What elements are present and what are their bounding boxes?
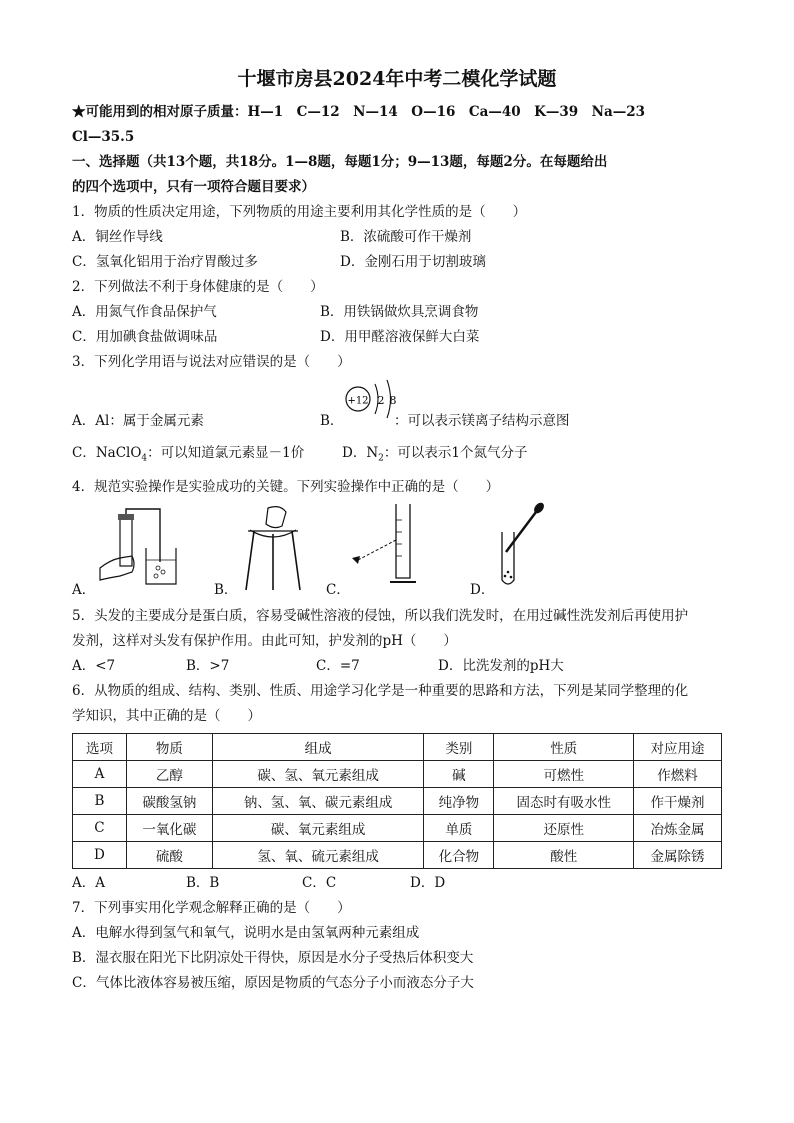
dropper-test-tube-figure xyxy=(492,502,552,590)
q2-options-row-2 xyxy=(72,325,722,350)
liquid-dot xyxy=(510,576,513,579)
table-cell: 固态时有吸水性 xyxy=(494,788,634,815)
stopper-shape xyxy=(118,514,134,520)
table-cell: 钠、氢、氧、碳元素组成 xyxy=(212,788,424,815)
q3-option-d-subscript: 2 xyxy=(378,453,384,464)
table-cell: 碳酸氢钠 xyxy=(126,788,212,815)
q6-knowledge-table xyxy=(72,733,722,869)
liquid-dot xyxy=(504,575,507,578)
q4-option-d[interactable]: D． xyxy=(470,582,495,598)
table-cell: 还原性 xyxy=(494,815,634,842)
q5-option-c[interactable]: C．=7 xyxy=(316,658,360,674)
table-header-cell: 选项 xyxy=(73,734,127,761)
q7-option-b[interactable]: B．湿衣服在阳光下比阴凉处干得快，原因是水分子受热后体积变大 xyxy=(72,950,474,966)
section-heading-line-2: 的四个选项中，只有一项符合题目要求） xyxy=(72,179,315,195)
table-cell: A xyxy=(73,761,127,788)
q3-option-a[interactable]: A．Al：属于金属元素 xyxy=(72,413,204,429)
table-cell: 金属除锈 xyxy=(634,842,722,869)
q7-option-c[interactable]: C．气体比液体容易被压缩，原因是物质的气态分子小而液态分子大 xyxy=(72,975,474,991)
electron-shell-1-count: 2 xyxy=(377,394,385,407)
q3-option-c-text: ：可以知道氯元素显－1价 xyxy=(147,445,305,461)
table-cell: D xyxy=(73,842,127,869)
q6-line-2: 学知识，其中正确的是（ ） xyxy=(72,708,261,724)
q1-option-d[interactable]: D．金刚石用于切割玻璃 xyxy=(340,254,486,270)
table-cell: 碳、氧元素组成 xyxy=(212,815,424,842)
exam-title: 十堰市房县2024年中考二模化学试题 xyxy=(237,68,557,90)
nucleus-charge: +12 xyxy=(347,395,369,407)
atomic-mass-line-1: ★可能用到的相对原子质量：H—1 C—12 N—14 O—16 Ca—40 K—39 Na—23 xyxy=(72,104,646,120)
dropper-shape xyxy=(506,512,536,552)
q2-option-c[interactable]: C．用加碘食盐做调味品 xyxy=(72,329,218,345)
q6-option-c[interactable]: C．C xyxy=(302,875,337,891)
table-row xyxy=(73,842,722,869)
table-header-cell: 组成 xyxy=(212,734,424,761)
q4-option-b[interactable]: B． xyxy=(214,582,238,598)
q5-line-2: 发剂，这样对头发有保护作用。由此可知，护发剂的pH（ ） xyxy=(72,633,457,649)
table-header-cell: 类别 xyxy=(424,734,494,761)
q2-option-b[interactable]: B．用铁锅做炊具烹调食物 xyxy=(320,304,479,320)
table-cell: C xyxy=(73,815,127,842)
q6-options-row xyxy=(72,871,722,896)
q3-option-c-formula: C．NaClO xyxy=(72,445,142,461)
eye-shape xyxy=(352,556,360,564)
q5-option-a[interactable]: A．<7 xyxy=(72,658,116,674)
q3-option-d-formula: D．N xyxy=(342,445,379,461)
beaker-shape xyxy=(146,548,176,584)
bubble-shape xyxy=(161,570,165,574)
q3-option-d[interactable] xyxy=(342,441,527,466)
q3-option-c-subscript: 4 xyxy=(141,453,148,464)
q3-stem: 3．下列化学用语与说法对应错误的是（ ） xyxy=(72,354,351,370)
q1-option-a[interactable]: A．铜丝作导线 xyxy=(72,229,163,245)
graduated-cylinder-figure xyxy=(350,500,430,592)
table-cell: 单质 xyxy=(424,815,494,842)
evaporating-dish-figure xyxy=(242,504,304,592)
q3-option-c[interactable] xyxy=(72,441,342,466)
atomic-mass-line-2: Cl—35.5 xyxy=(72,129,135,145)
q3-option-b-text: ：可以表示镁离子结构示意图 xyxy=(394,413,570,429)
q5-option-b[interactable]: B．>7 xyxy=(186,658,230,674)
table-cell: 冶炼金属 xyxy=(634,815,722,842)
table-cell: 作干燥剂 xyxy=(634,788,722,815)
q1-options-row-2 xyxy=(72,250,722,275)
q1-option-b[interactable]: B．浓硫酸可作干燥剂 xyxy=(340,229,472,245)
table-header-cell: 对应用途 xyxy=(634,734,722,761)
table-row xyxy=(73,788,722,815)
q2-options-row-1 xyxy=(72,300,722,325)
section-heading-line-1: 一、选择题（共13个题，共18分。1—8题，每题1分；9—13题，每题2分。在每题给出 xyxy=(72,154,608,170)
hand-shape xyxy=(100,556,134,580)
bubble-shape xyxy=(154,574,158,578)
q1-options-row-1 xyxy=(72,225,722,250)
atomic-mass-note xyxy=(72,100,722,150)
q6-option-b[interactable]: B．B xyxy=(186,875,220,891)
q7-option-a[interactable]: A．电解水得到氢气和氧气，说明水是由氢氧两种元素组成 xyxy=(72,925,420,941)
sight-line xyxy=(358,540,396,560)
q5-line-1: 5．头发的主要成分是蛋白质，容易受碱性溶液的侵蚀，所以我们洗发时，在用过碱性洗发剂后再使用护 xyxy=(72,608,689,624)
q6-option-d[interactable]: D．D xyxy=(410,875,446,891)
ring-stand-leg xyxy=(246,531,254,590)
q6-line-1: 6．从物质的组成、结构、类别、性质、用途学习化学是一种重要的思路和方法，下列是某同学整理的化 xyxy=(72,683,689,699)
q3-options-row-2 xyxy=(72,441,722,466)
hand-shape xyxy=(266,507,286,528)
table-cell: 碳、氢、氧元素组成 xyxy=(212,761,424,788)
liquid-dot xyxy=(507,571,510,574)
q1-option-c[interactable]: C．氢氧化铝用于治疗胃酸过多 xyxy=(72,254,258,270)
airtightness-check-figure xyxy=(98,508,180,592)
table-cell: 可燃性 xyxy=(494,761,634,788)
test-tube-shape xyxy=(120,518,132,566)
table-cell: 作燃料 xyxy=(634,761,722,788)
table-cell: 酸性 xyxy=(494,842,634,869)
q2-option-a[interactable]: A．用氮气作食品保护气 xyxy=(72,304,217,320)
q5-options-row xyxy=(72,654,722,679)
table-cell: 乙醇 xyxy=(126,761,212,788)
table-cell: 氢、氧、硫元素组成 xyxy=(212,842,424,869)
q2-option-d[interactable]: D．用甲醛溶液保鲜大白菜 xyxy=(320,329,480,345)
q7-stem: 7．下列事实用化学观念解释正确的是（ ） xyxy=(72,900,351,916)
table-cell: 一氧化碳 xyxy=(126,815,212,842)
q4-option-a[interactable]: A． xyxy=(72,582,96,598)
table-cell: 碱 xyxy=(424,761,494,788)
q1-stem: 1．物质的性质决定用途，下列物质的用途主要利用其化学性质的是（ ） xyxy=(72,204,527,220)
table-cell: 硫酸 xyxy=(126,842,212,869)
electron-shell-2-count: 8 xyxy=(389,394,397,407)
q3-option-b-prefix[interactable]: B． xyxy=(320,413,344,429)
q3-options-row-1 xyxy=(72,375,722,429)
q5-option-d[interactable]: D．比洗发剂的pH大 xyxy=(438,658,564,674)
q4-option-c[interactable]: C． xyxy=(326,582,350,598)
q2-stem: 2．下列做法不利于身体健康的是（ ） xyxy=(72,279,324,295)
q3-option-d-text: ：可以表示1个氮气分子 xyxy=(383,445,528,461)
table-header-row xyxy=(73,734,722,761)
table-row xyxy=(73,761,722,788)
exam-page xyxy=(72,66,722,996)
table-cell: B xyxy=(73,788,127,815)
table-cell: 纯净物 xyxy=(424,788,494,815)
table-cell: 化合物 xyxy=(424,842,494,869)
q6-option-a[interactable]: A．A xyxy=(72,875,105,891)
table-header-cell: 性质 xyxy=(494,734,634,761)
ring-stand-leg xyxy=(292,531,300,590)
table-row xyxy=(73,815,722,842)
table-header-cell: 物质 xyxy=(126,734,212,761)
cylinder-body-shape xyxy=(396,504,410,578)
q4-figures-row xyxy=(72,500,722,598)
q4-stem: 4．规范实验操作是实验成功的关键。下列实验操作中正确的是（ ） xyxy=(72,479,500,495)
bubble-shape xyxy=(156,566,160,570)
